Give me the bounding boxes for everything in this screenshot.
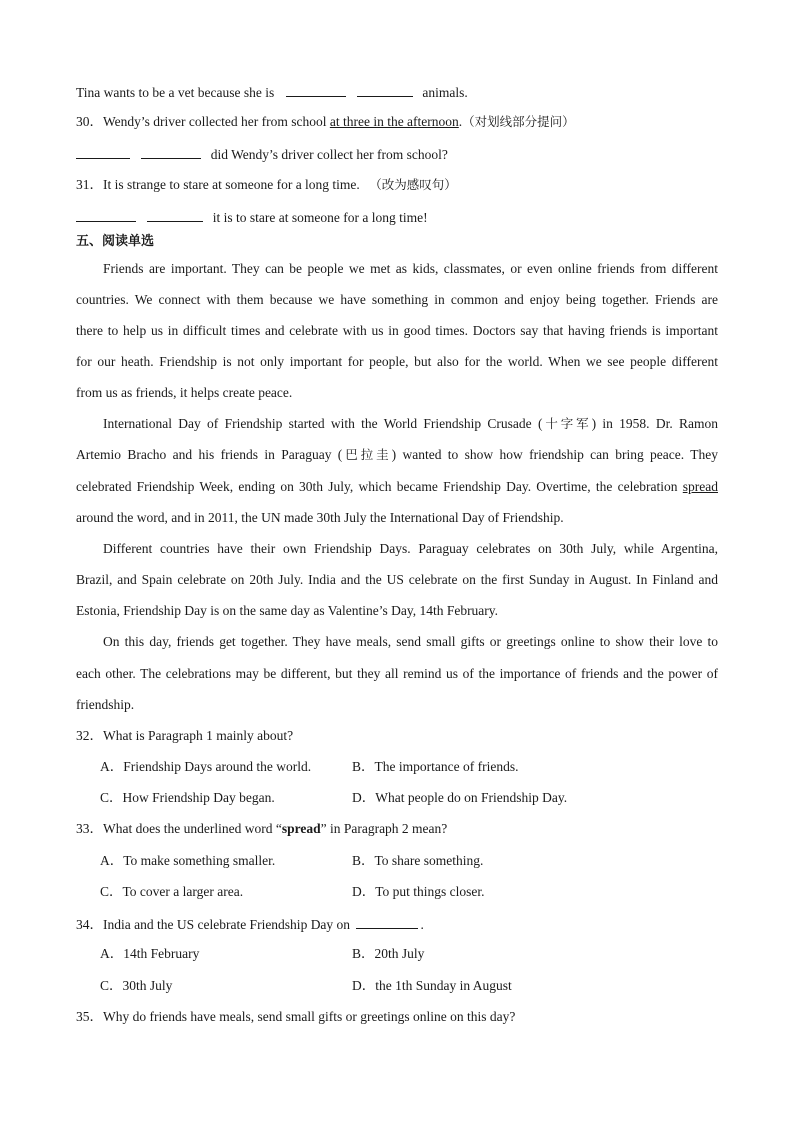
q31-note: （改为感叹句） [369, 177, 457, 192]
q30-blank-2[interactable] [141, 144, 201, 159]
q34-post: . [420, 917, 424, 932]
para2-line1-b: ) in 1958. Dr. Ramon [591, 416, 718, 431]
q31-text: It is strange to stare at someone for a long time. [103, 177, 360, 192]
q34-blank[interactable] [356, 914, 418, 929]
q29-blank-1[interactable] [286, 82, 346, 97]
section-heading: 五、阅读单选 [76, 234, 155, 249]
q32-option-a[interactable]: A．Friendship Days around the world. [100, 759, 312, 774]
q34-number: 34． [76, 917, 103, 932]
para2-crusade-cjk: 十字军 [542, 416, 592, 431]
para1-line2: countries. We connect with them because we have something in common and enjoy being together. Friends are [76, 292, 718, 307]
para4-line3: friendship. [76, 697, 135, 712]
q30-answer: did Wendy’s driver collect her from school? [210, 147, 448, 162]
q31-blank-2[interactable] [147, 207, 203, 222]
para1-line5: from us as friends, it helps create peace. [76, 385, 293, 400]
q30-number: 30． [76, 114, 103, 129]
q35-number: 35． [76, 1009, 103, 1024]
para2-line2-b: ) wanted to show how friendship can bring peace. They [391, 447, 718, 462]
q30-post: . [458, 114, 463, 129]
para2-line3-a: celebrated Friendship Week, ending on 30th July, which became Friendship Day. Overtime, the celebration [76, 479, 683, 494]
q30-answer-line [76, 144, 718, 164]
para4-line2: each other. The celebrations may be different, but they all remind us of the importance of friends and the power of [76, 666, 718, 681]
q32-number: 32． [76, 728, 103, 743]
q35-text: Why do friends have meals, send small gifts or greetings online on this day? [103, 1009, 516, 1024]
q30-blank-1[interactable] [76, 144, 130, 159]
q29-line [76, 82, 718, 102]
q30-question [76, 113, 718, 131]
q31-blank-1[interactable] [76, 207, 136, 222]
para2-line2 [76, 446, 718, 464]
q33-option-d[interactable]: D．To put things closer. [352, 884, 485, 899]
para2-line4: around the word, and in 2011, the UN made 30th July the International Day of Friendship. [76, 510, 564, 525]
q35-question [76, 1008, 718, 1026]
para4-line1: On this day, friends get together. They have meals, send small gifts or greetings online to show their love to [103, 634, 718, 649]
para2-paraguay-cjk: 巴拉圭 [342, 447, 392, 462]
para1-line1: Friends are important. They can be people we met as kids, classmates, or even online friends from different [103, 261, 718, 276]
q34-text: India and the US celebrate Friendship Day on [103, 917, 351, 932]
para3-line2: Brazil, and Spain celebrate on 20th July. India and the US celebrate on the first Sunday in August. In Finland and [76, 572, 718, 587]
q33-option-b[interactable]: B．To share something. [352, 853, 484, 868]
q32-option-d[interactable]: D．What people do on Friendship Day. [352, 790, 568, 805]
q31-question [76, 176, 718, 194]
q33-bold-word: spread [281, 821, 321, 836]
q29-blank-2[interactable] [357, 82, 413, 97]
q31-answer: it is to stare at someone for a long time! [212, 210, 428, 225]
q33-option-c[interactable]: C．To cover a larger area. [100, 884, 244, 899]
q33-option-a[interactable]: A．To make something smaller. [100, 853, 276, 868]
q34-option-d[interactable]: D．the 1th Sunday in August [352, 978, 512, 993]
q34-question [76, 914, 718, 934]
q31-answer-line [76, 207, 718, 227]
q33-text-post: ” in Paragraph 2 mean? [320, 821, 448, 836]
para2-spread-underlined: spread [682, 479, 718, 494]
para1-line4: for our heath. Friendship is not only important for people, but also for the world. When we see people different [76, 354, 718, 369]
para3-line3: Estonia, Friendship Day is on the same day as Valentine’s Day, 14th February. [76, 603, 499, 618]
para1-line3: there to help us in difficult times and celebrate with us in good times. Doctors say that having friends is important [76, 323, 718, 338]
q32-option-b[interactable]: B．The importance of friends. [352, 759, 519, 774]
q32-text: What is Paragraph 1 mainly about? [103, 728, 294, 743]
q34-option-b[interactable]: B．20th July [352, 946, 425, 961]
q34-option-a[interactable]: A．14th February [100, 946, 200, 961]
q30-underlined: at three in the afternoon [329, 114, 459, 129]
q29-after: animals. [422, 85, 468, 100]
q33-question [76, 820, 718, 838]
para2-line1-a: International Day of Friendship started with the World Friendship Crusade ( [103, 416, 543, 431]
q31-number: 31． [76, 177, 103, 192]
q30-note: （对划线部分提问） [462, 114, 575, 129]
para3-line1: Different countries have their own Friendship Days. Paraguay celebrates on 30th July, while Argentina, [103, 541, 718, 556]
q33-number: 33． [76, 821, 103, 836]
para2-line1 [76, 415, 718, 433]
q30-text: Wendy’s driver collected her from school [103, 114, 330, 129]
q32-option-c[interactable]: C．How Friendship Day began. [100, 790, 275, 805]
para2-line2-a: Artemio Bracho and his friends in Paraguay ( [76, 447, 343, 462]
para2-line3 [76, 478, 718, 496]
q33-text-pre: What does the underlined word “ [103, 821, 282, 836]
q32-question [76, 727, 718, 745]
q34-option-c[interactable]: C．30th July [100, 978, 173, 993]
q29-text: Tina wants to be a vet because she is [76, 85, 275, 100]
